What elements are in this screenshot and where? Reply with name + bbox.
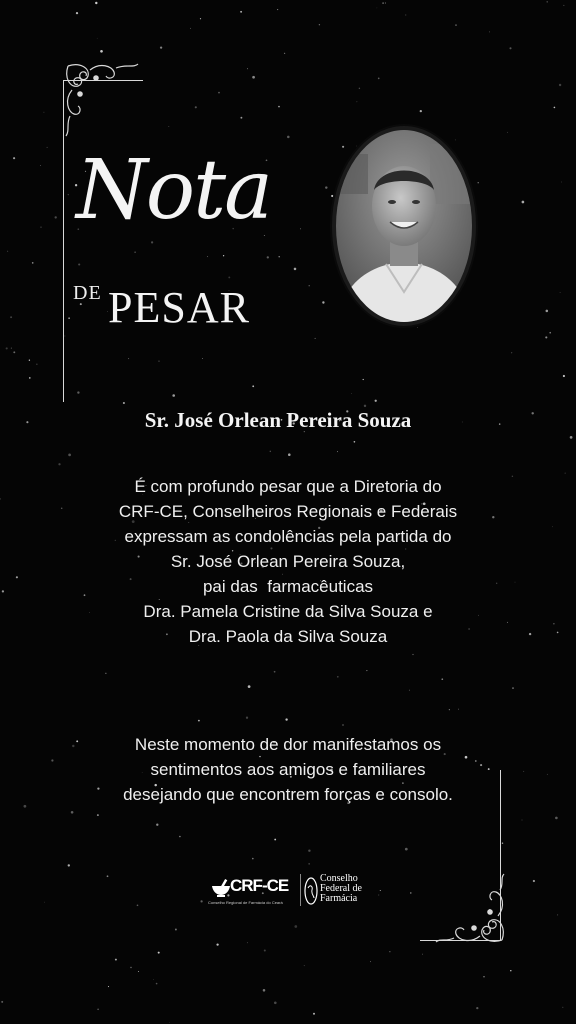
cff-logo-line: Conselho bbox=[320, 873, 358, 884]
star-dot bbox=[115, 959, 117, 961]
star-dot bbox=[557, 914, 558, 915]
flourish-top-left-icon bbox=[60, 58, 150, 138]
star-dot bbox=[563, 5, 564, 6]
star-dot bbox=[169, 1022, 170, 1023]
star-dot bbox=[29, 377, 31, 379]
star-dot bbox=[7, 251, 8, 252]
star-dot bbox=[274, 1001, 277, 1004]
star-dot bbox=[354, 441, 356, 443]
star-dot bbox=[36, 364, 37, 365]
star-dot bbox=[422, 954, 423, 955]
star-dot bbox=[342, 724, 344, 726]
star-dot bbox=[563, 375, 565, 377]
star-dot bbox=[549, 332, 551, 334]
star-dot bbox=[68, 194, 69, 195]
star-dot bbox=[248, 685, 251, 688]
paragraph-line: expressam as condolências pela partida do bbox=[124, 527, 452, 546]
star-dot bbox=[278, 256, 279, 257]
title-nota: Nota bbox=[76, 143, 271, 238]
star-dot bbox=[284, 53, 285, 54]
star-dot bbox=[405, 848, 408, 851]
star-dot bbox=[270, 451, 271, 452]
star-dot bbox=[6, 347, 8, 349]
star-dot bbox=[375, 400, 377, 402]
star-dot bbox=[502, 842, 503, 843]
star-dot bbox=[510, 970, 511, 971]
star-dot bbox=[97, 1009, 99, 1011]
portrait-photo bbox=[330, 124, 478, 328]
cff-logo-line: Farmácia bbox=[320, 893, 358, 904]
star-dot bbox=[385, 2, 386, 3]
star-dot bbox=[228, 276, 230, 278]
star-dot bbox=[409, 690, 410, 691]
star-dot bbox=[252, 385, 254, 387]
star-dot bbox=[449, 709, 450, 710]
star-dot bbox=[207, 256, 208, 257]
star-dot bbox=[97, 38, 98, 39]
star-dot bbox=[252, 76, 255, 79]
star-dot bbox=[10, 316, 12, 318]
star-dot bbox=[100, 50, 103, 53]
star-dot bbox=[216, 943, 218, 945]
star-dot bbox=[13, 157, 15, 159]
cff-logo-line: Federal de bbox=[320, 883, 362, 894]
star-dot bbox=[294, 925, 297, 928]
star-dot bbox=[13, 351, 15, 353]
star-dot bbox=[555, 817, 558, 820]
flourish-bottom-right-icon bbox=[430, 872, 520, 952]
star-dot bbox=[247, 68, 248, 69]
star-dot bbox=[325, 186, 327, 188]
star-dot bbox=[511, 352, 512, 353]
star-dot bbox=[29, 360, 30, 361]
star-dot bbox=[546, 310, 549, 313]
star-dot bbox=[58, 463, 60, 465]
star-dot bbox=[522, 201, 525, 204]
star-dot bbox=[315, 338, 316, 339]
paragraph-line: Dra. Paola da Silva Souza bbox=[188, 627, 388, 646]
star-dot bbox=[198, 720, 200, 722]
star-dot bbox=[455, 24, 457, 26]
star-dot bbox=[195, 106, 197, 108]
star-dot bbox=[130, 967, 131, 968]
star-dot bbox=[420, 110, 422, 112]
star-dot bbox=[202, 358, 203, 359]
star-dot bbox=[547, 1, 548, 2]
title-de: DE bbox=[73, 282, 102, 304]
star-dot bbox=[105, 673, 106, 674]
star-dot bbox=[382, 2, 384, 4]
star-dot bbox=[267, 256, 269, 258]
star-dot bbox=[322, 301, 324, 303]
star-dot bbox=[308, 849, 310, 851]
star-dot bbox=[359, 88, 360, 89]
paragraph-line: Dra. Pamela Cristine da Silva Souza e bbox=[143, 602, 433, 621]
condolence-paragraph bbox=[0, 474, 576, 649]
star-dot bbox=[285, 718, 287, 720]
star-dot bbox=[41, 227, 42, 228]
star-dot bbox=[274, 839, 276, 841]
star-dot bbox=[134, 251, 135, 252]
star-dot bbox=[309, 285, 310, 286]
cff-logo bbox=[304, 872, 374, 910]
star-dot bbox=[77, 391, 79, 393]
star-dot bbox=[95, 2, 97, 4]
star-dot bbox=[366, 670, 367, 671]
crf-ce-logo-text: CRF-CE bbox=[230, 876, 289, 895]
star-dot bbox=[218, 92, 220, 94]
star-dot bbox=[288, 453, 291, 456]
star-dot bbox=[274, 671, 276, 673]
star-dot bbox=[156, 983, 158, 985]
star-dot bbox=[68, 317, 70, 319]
star-dot bbox=[137, 904, 139, 906]
star-dot bbox=[509, 47, 511, 49]
sympathy-paragraph bbox=[0, 732, 576, 807]
star-dot bbox=[378, 894, 379, 895]
star-dot bbox=[378, 78, 380, 80]
star-dot bbox=[123, 402, 125, 404]
star-dot bbox=[158, 952, 160, 954]
star-dot bbox=[351, 393, 352, 394]
star-dot bbox=[309, 863, 310, 864]
star-dot bbox=[128, 358, 129, 359]
paragraph-line: É com profundo pesar que a Diretoria do bbox=[134, 477, 442, 496]
paragraph-line: desejando que encontrem forças e consolo. bbox=[123, 785, 453, 804]
star-dot bbox=[172, 394, 175, 397]
star-dot bbox=[190, 28, 191, 29]
star-dot bbox=[357, 101, 358, 102]
star-dot bbox=[200, 18, 201, 19]
paragraph-line: Neste momento de dor manifestamos os bbox=[134, 735, 442, 754]
cff-seal-icon bbox=[304, 876, 318, 906]
star-dot bbox=[247, 942, 248, 943]
deceased-name: Sr. José Orlean Pereira Souza bbox=[144, 408, 412, 432]
star-dot bbox=[370, 961, 371, 962]
star-dot bbox=[300, 228, 301, 229]
star-dot bbox=[554, 107, 556, 109]
star-dot bbox=[560, 292, 561, 293]
star-dot bbox=[380, 890, 381, 891]
star-dot bbox=[441, 678, 443, 680]
paragraph-line: CRF-CE, Conselheiros Regionais e Federais bbox=[118, 502, 458, 521]
star-dot bbox=[97, 814, 99, 816]
star-dot bbox=[44, 902, 45, 903]
star-dot bbox=[559, 84, 561, 86]
star-dot bbox=[313, 1013, 315, 1015]
crf-ce-logo bbox=[208, 874, 298, 908]
star-dot bbox=[200, 900, 202, 902]
star-dot bbox=[240, 11, 242, 13]
star-dot bbox=[32, 262, 34, 264]
mortar-pestle-icon bbox=[210, 878, 232, 898]
star-dot bbox=[175, 929, 177, 931]
star-dot bbox=[78, 263, 80, 265]
star-dot bbox=[319, 24, 320, 25]
star-dot bbox=[476, 1007, 478, 1009]
star-dot bbox=[76, 12, 78, 14]
star-dot bbox=[71, 811, 74, 814]
title-pesar: PESAR bbox=[108, 283, 250, 332]
star-dot bbox=[405, 15, 406, 16]
star-dot bbox=[507, 132, 508, 133]
star-dot bbox=[47, 147, 48, 148]
star-dot bbox=[412, 654, 413, 655]
star-dot bbox=[458, 709, 459, 710]
star-dot bbox=[337, 451, 338, 452]
star-dot bbox=[363, 379, 364, 380]
paragraph-line: Sr. José Orlean Pereira Souza, bbox=[170, 552, 406, 571]
star-dot bbox=[68, 864, 70, 866]
star-dot bbox=[168, 126, 169, 127]
star-dot bbox=[160, 46, 162, 48]
cff-logo-text bbox=[320, 874, 362, 904]
star-dot bbox=[562, 1007, 563, 1008]
star-dot bbox=[410, 892, 411, 893]
star-dot bbox=[483, 976, 484, 977]
star-dot bbox=[246, 717, 248, 719]
star-dot bbox=[240, 117, 242, 119]
star-dot bbox=[389, 951, 390, 952]
paragraph-line: sentimentos aos amigos e familiares bbox=[150, 760, 426, 779]
star-dot bbox=[43, 112, 44, 113]
star-dot bbox=[264, 949, 266, 951]
star-dot bbox=[179, 836, 181, 838]
star-dot bbox=[522, 820, 523, 821]
star-dot bbox=[68, 454, 71, 457]
star-dot bbox=[158, 360, 159, 361]
star-dot bbox=[489, 32, 490, 33]
star-dot bbox=[561, 182, 562, 183]
star-dot bbox=[40, 165, 41, 166]
star-dot bbox=[570, 436, 573, 439]
star-dot bbox=[304, 965, 305, 966]
crf-ce-logo-subtitle: Conselho Regional de Farmácia do Ceará bbox=[208, 900, 283, 905]
star-dot bbox=[512, 687, 513, 688]
logo-divider bbox=[300, 874, 301, 906]
paragraph-line: pai das farmacêuticas bbox=[202, 577, 374, 596]
star-dot bbox=[156, 824, 158, 826]
star-dot bbox=[364, 405, 366, 407]
star-dot bbox=[252, 858, 254, 860]
star-dot bbox=[55, 216, 57, 218]
star-dot bbox=[337, 676, 339, 678]
star-dot bbox=[533, 880, 535, 882]
star-dot bbox=[108, 986, 109, 987]
star-dot bbox=[277, 9, 278, 10]
star-dot bbox=[287, 136, 290, 139]
star-dot bbox=[138, 971, 139, 972]
institution-logos bbox=[204, 870, 374, 910]
star-dot bbox=[278, 106, 280, 108]
star-dot bbox=[107, 875, 109, 877]
star-dot bbox=[64, 336, 65, 337]
star-dot bbox=[223, 255, 224, 256]
star-dot bbox=[151, 241, 153, 243]
star-dot bbox=[153, 979, 154, 980]
star-dot bbox=[1, 1001, 3, 1003]
star-dot bbox=[11, 348, 12, 349]
star-dot bbox=[377, 8, 378, 9]
star-dot bbox=[545, 336, 547, 338]
star-dot bbox=[294, 268, 297, 271]
star-dot bbox=[263, 989, 266, 992]
